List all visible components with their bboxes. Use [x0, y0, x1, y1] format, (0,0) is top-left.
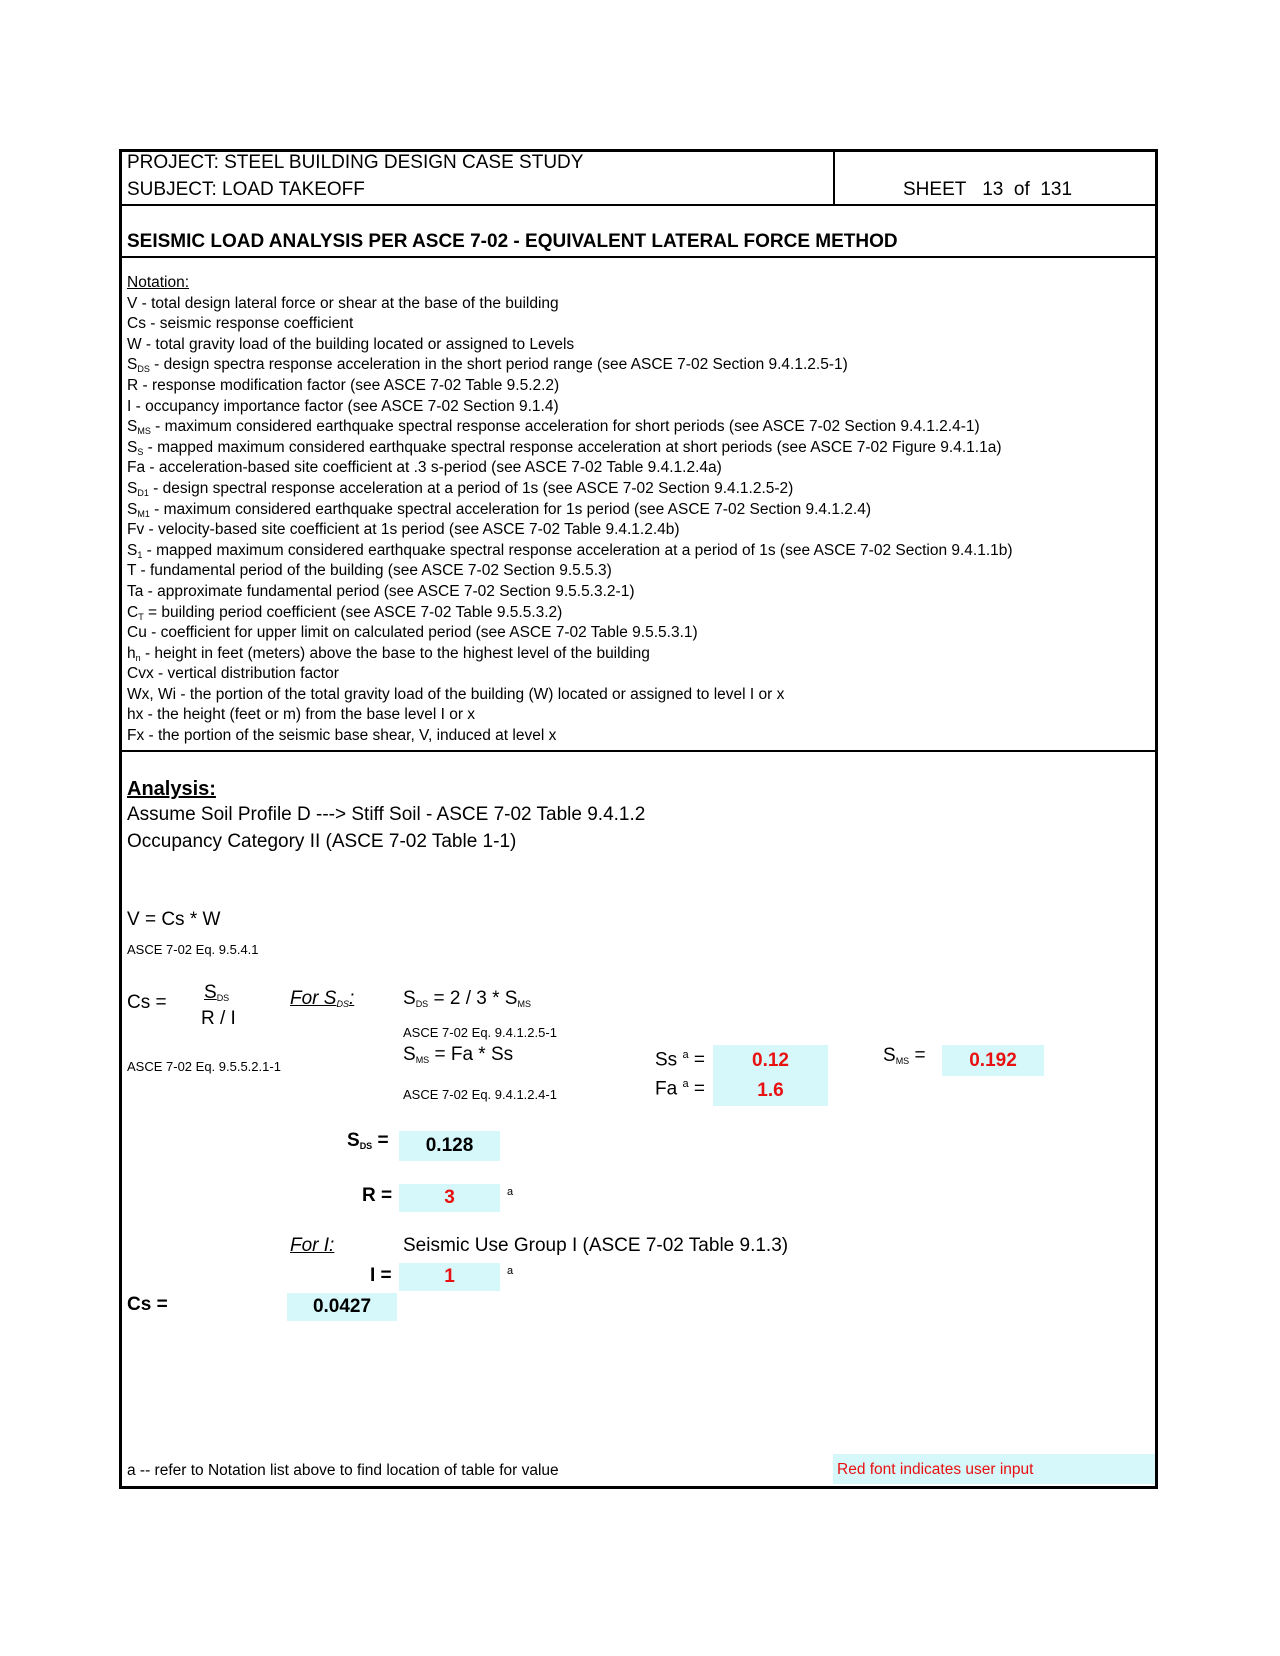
sds-label: $S_{DS}$ =: [347, 1130, 389, 1151]
fa-input[interactable]: 1.6: [713, 1076, 828, 1106]
cs-result: 0.0427: [287, 1293, 397, 1321]
notation-item: T - fundamental period of the building (see ASCE 7-02 Section 9.5.5.3): [127, 562, 612, 580]
notation-item: Cs - seismic response coefficient: [127, 315, 354, 333]
notation-list: [127, 273, 1013, 747]
notation-item: Fv - velocity-based site coefficient at 1s period (see ASCE 7-02 Table 9.4.1.2.4b): [127, 521, 680, 539]
equation-reference: ASCE 7-02 Eq. 9.5.5.2.1-1: [127, 1059, 281, 1074]
ss-label: Ss $^a$ =: [655, 1049, 705, 1071]
equation-reference: ASCE 7-02 Eq. 9.4.1.2.4-1: [403, 1087, 557, 1102]
fa-label: Fa $^a$ =: [655, 1078, 705, 1100]
notation-item: Wx, Wi - the portion of the total gravity load of the building (W) located or assigned to level I or x: [127, 685, 785, 703]
cs-denominator: R / I: [201, 1008, 236, 1029]
notation-item: W - total gravity load of the building located or assigned to Levels: [127, 335, 575, 353]
seismic-use-group: Seismic Use Group I (ASCE 7-02 Table 9.1.3): [403, 1235, 789, 1256]
notation-item: R - response modification factor (see ASCE 7-02 Table 9.5.2.2): [127, 376, 560, 394]
notation-item: $S_{MS}$ - maximum considered earthquake spectral response acceleration for short periods (see ASCE 7-02 Section 9.4.1.2.4-1): [127, 418, 980, 437]
divider: [122, 256, 1155, 258]
notation-item: $S_{M1}$ - maximum considered earthquake spectral acceleration for 1s period (see ASCE 7-02 Section 9.4.1.2.4): [127, 500, 871, 519]
subject-line: SUBJECT: LOAD TAKEOFF: [127, 179, 365, 200]
sds-result: 0.128: [399, 1131, 500, 1161]
notation-item: Ta - approximate fundamental period (see ASCE 7-02 Section 9.5.5.3.2-1): [127, 582, 635, 600]
sheet-label: SHEET: [903, 179, 967, 200]
header-divider: [833, 152, 835, 205]
footnote-marker: a: [507, 1186, 514, 1198]
notation-item: V - total design lateral force or shear at the base of the building: [127, 294, 559, 312]
sheet-num: 13: [982, 179, 1004, 200]
user-input-legend: Red font indicates user input: [833, 1454, 1155, 1484]
sms-equation: $S_{MS} = Fa * Ss$: [403, 1044, 514, 1065]
project-line: PROJECT: STEEL BUILDING DESIGN CASE STUDY: [127, 152, 584, 173]
cs-numerator: $S_{DS}$: [204, 982, 230, 1003]
sms-result: 0.192: [942, 1045, 1044, 1076]
divider: [122, 204, 1155, 206]
notation-item: $S_{D1}$ - design spectral response acceleration at a period of 1s (see ASCE 7-02 Section 9.4.1.2.5-2): [127, 479, 794, 498]
i-input[interactable]: 1: [399, 1263, 500, 1291]
cs-result-label: Cs =: [127, 1294, 168, 1315]
r-label: R =: [362, 1185, 393, 1206]
cs-label: Cs =: [127, 992, 167, 1013]
notation-item: Fx - the portion of the seismic base shear, V, induced at level x: [127, 727, 557, 745]
occupancy-category: Occupancy Category II (ASCE 7-02 Table 1-1): [127, 831, 517, 852]
equation-reference: ASCE 7-02 Eq. 9.5.4.1: [127, 942, 259, 957]
sheet-number: [903, 179, 1072, 201]
notation-item: Fa - acceleration-based site coefficient at .3 s-period (see ASCE 7-02 Table 9.4.1.2.4a): [127, 459, 722, 477]
equation-reference: ASCE 7-02 Eq. 9.4.1.2.5-1: [403, 1025, 557, 1040]
notation-item: $C_T$ = building period coefficient (see ASCE 7-02 Table 9.5.5.3.2): [127, 603, 563, 622]
notation-item: hx - the height (feet or m) from the base level I or x: [127, 706, 476, 724]
page-title: SEISMIC LOAD ANALYSIS PER ASCE 7-02 - EQUIVALENT LATERAL FORCE METHOD: [127, 231, 898, 252]
notation-item: $S_1$ - mapped maximum considered earthquake spectral response acceleration at a period of 1s (see ASCE 7-02 Section 9.4.1.1b): [127, 541, 1013, 560]
sms-label: $S_{MS}$ =: [883, 1045, 926, 1066]
notation-item: $S_{DS}$ - design spectra response acceleration in the short period range (see ASCE 7-02 Section 9.4.1.2.5-1): [127, 356, 848, 375]
notation-item: Cu - coefficient for upper limit on calculated period (see ASCE 7-02 Table 9.5.5.3.1): [127, 624, 698, 642]
notation-item: $S_S$ - mapped maximum considered earthquake spectral response acceleration at short periods (see ASCE 7-02 Figure 9.4.1.1a): [127, 438, 1002, 457]
notation-item: I - occupancy importance factor (see ASCE 7-02 Section 9.1.4): [127, 397, 559, 415]
r-input[interactable]: 3: [399, 1184, 500, 1212]
analysis-heading: Analysis:: [127, 778, 216, 800]
notation-item: Cvx - vertical distribution factor: [127, 665, 339, 683]
footnote: a -- refer to Notation list above to find location of table for value: [127, 1462, 559, 1479]
notation-item: $h_n$ - height in feet (meters) above the base to the highest level of the building: [127, 644, 650, 663]
i-label: I =: [370, 1265, 392, 1286]
sheet-of: of: [1013, 179, 1030, 200]
calc-sheet: [119, 149, 1158, 1489]
ss-input[interactable]: 0.12: [713, 1045, 828, 1076]
for-sds-label: For $S_{DS}$:: [290, 988, 355, 1009]
for-i-label: For I:: [290, 1235, 335, 1256]
notation-heading: Notation:: [127, 274, 190, 291]
divider: [122, 750, 1155, 752]
sheet-total: 131: [1040, 179, 1073, 200]
footnote-marker: a: [507, 1265, 514, 1277]
soil-profile: Assume Soil Profile D ---> Stiff Soil - ASCE 7-02 Table 9.4.1.2: [127, 804, 646, 825]
base-shear-equation: V = Cs * W: [127, 909, 221, 930]
sds-equation: $S_{DS} = 2 / 3 * S_{MS}$: [403, 988, 531, 1009]
